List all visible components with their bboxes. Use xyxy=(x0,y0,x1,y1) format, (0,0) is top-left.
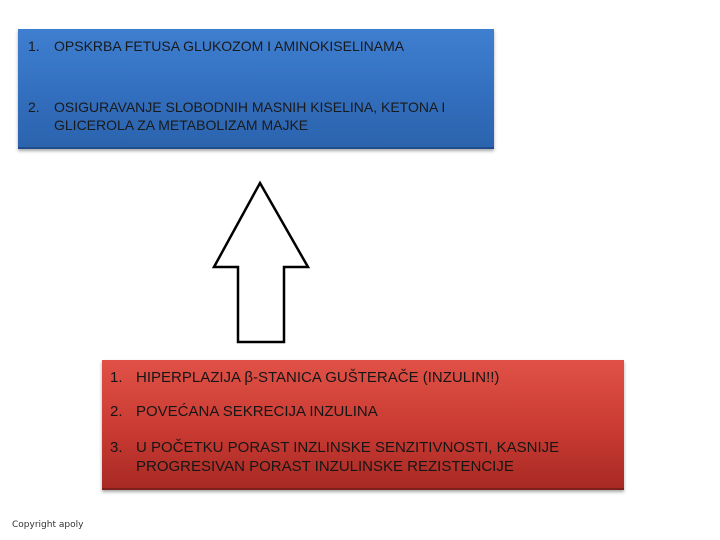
item-text: U POČETKU PORAST INZLINSKE SENZITIVNOSTI, KASNIJE PROGRESIVAN PORAST INZULINSKE REZISTENCIJE xyxy=(136,439,560,475)
list-item xyxy=(28,98,488,134)
effects-box xyxy=(18,29,494,149)
item-text: POVEĆANA SEKRECIJA INZULINA xyxy=(136,403,378,420)
item-number: 1. xyxy=(28,38,40,54)
item-number: 1. xyxy=(110,369,123,386)
copyright-text: Copyright apoly xyxy=(12,520,84,530)
item-text: OPSKRBA FETUSA GLUKOZOM I AMINOKISELINAMA xyxy=(54,38,405,54)
item-number: 3. xyxy=(110,439,123,456)
causes-box xyxy=(102,360,624,490)
list-item xyxy=(28,37,488,55)
list-item xyxy=(110,402,618,421)
up-arrow-icon xyxy=(212,180,312,348)
item-text: HIPERPLAZIJA β-STANICA GUŠTERAČE (INZULIN!!) xyxy=(136,369,500,386)
list-item xyxy=(110,368,618,387)
list-item xyxy=(110,438,618,476)
item-text: OSIGURAVANJE SLOBODNIH MASNIH KISELINA, KETONA I GLICEROLA ZA METABOLIZAM MAJKE xyxy=(54,99,446,133)
item-number: 2. xyxy=(28,99,40,115)
item-number: 2. xyxy=(110,403,123,420)
